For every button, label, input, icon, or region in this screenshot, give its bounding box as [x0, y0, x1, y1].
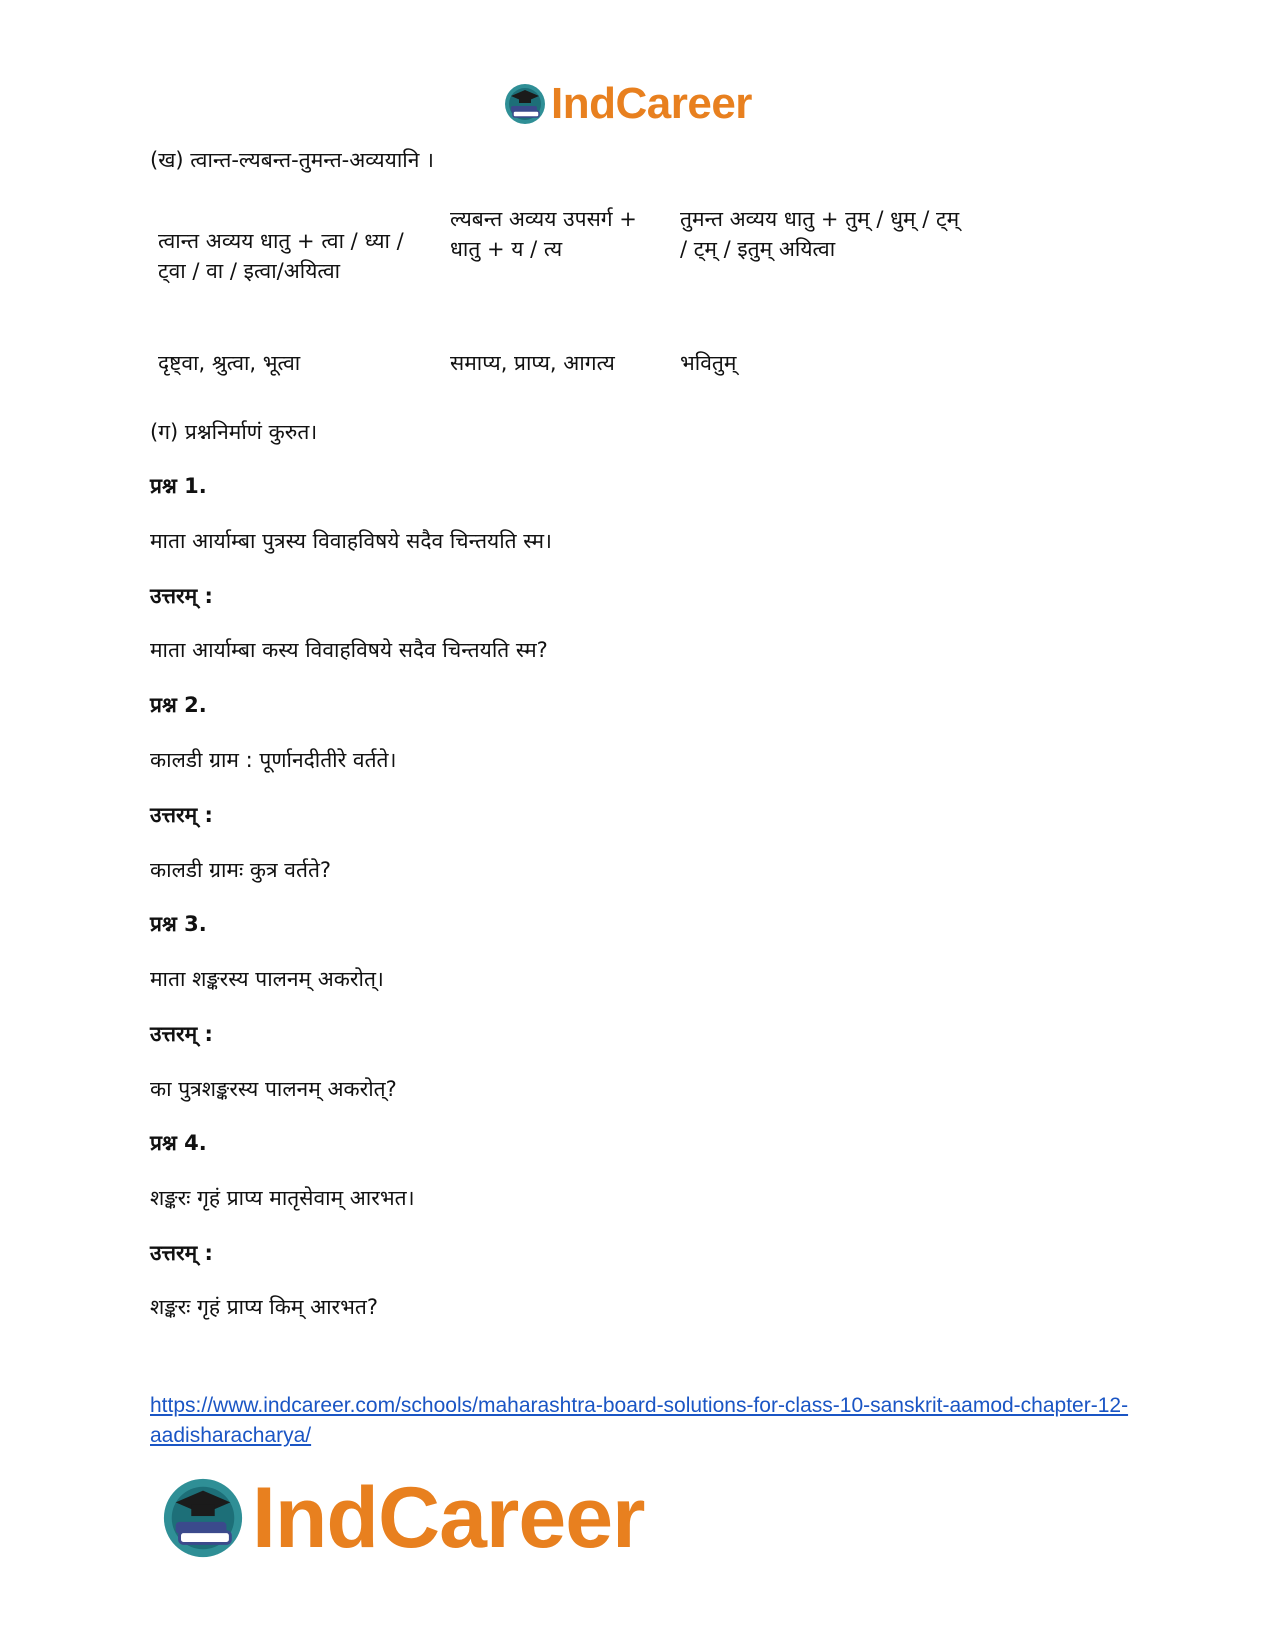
- answer-label: उत्तरम् :: [150, 1241, 213, 1265]
- answer-label: उत्तरम् :: [150, 803, 213, 827]
- table-header-tumanta: तुमन्त अव्यय धातु + तुम् / धुम् / ट्म् / ट्म् / इतुम् अयित्वा: [680, 207, 960, 261]
- section-ga-title: (ग) प्रश्ननिर्माणं कुरुत।: [150, 420, 318, 444]
- question-label: प्रश्न 4.: [150, 1131, 207, 1155]
- table-header-lyabanta: ल्यबन्त अव्यय उपसर्ग + धातु + य / त्य: [450, 207, 637, 261]
- answer-text: का पुत्रशङ्करस्य पालनम् अकरोत्?: [150, 1077, 397, 1101]
- answer-text: माता आर्याम्बा कस्य विवाहविषये सदैव चिन्तयति स्म?: [150, 638, 548, 662]
- table-cell-tvanta: दृष्ट्वा, श्रुत्वा, भूत्वा: [158, 351, 301, 375]
- question-statement: कालडी ग्राम : पूर्णानदीतीरे वर्तते।: [150, 748, 397, 772]
- question-statement: शङ्करः गृहं प्राप्य मातृसेवाम् आरभत।: [150, 1186, 415, 1210]
- section-kha-title: (ख) त्वान्त-ल्यबन्त-तुमन्त-अव्ययानि ।: [150, 148, 435, 172]
- question-statement: माता शङ्करस्य पालनम् अकरोत्।: [150, 967, 384, 991]
- brand-logo-header: [503, 78, 752, 130]
- question-label: प्रश्न 3.: [150, 912, 207, 936]
- question-label: प्रश्न 1.: [150, 474, 207, 498]
- graduation-books-icon: [160, 1475, 246, 1561]
- graduation-books-icon: [503, 82, 547, 126]
- brand-wordmark: IndCareer: [252, 1469, 645, 1566]
- answer-label: उत्तरम् :: [150, 1022, 213, 1046]
- table-header-tvanta: त्वान्त अव्यय धातु + त्वा / ध्या / ट्वा / वा / इत्वा/अयित्वा: [158, 229, 404, 283]
- answer-label: उत्तरम् :: [150, 584, 213, 608]
- question-label: प्रश्न 2.: [150, 693, 207, 717]
- table-cell-lyabanta: समाप्य, प्राप्य, आगत्य: [450, 351, 615, 375]
- brand-logo-footer: [160, 1468, 645, 1568]
- question-statement: माता आर्याम्बा पुत्रस्य विवाहविषये सदैव चिन्तयति स्म।: [150, 529, 552, 553]
- source-url-link[interactable]: https://www.indcareer.com/schools/maharashtra-board-solutions-for-class-10-sanskrit-aamod-chapter-12-aadisharacharya/: [150, 1394, 1129, 1447]
- answer-text: शङ्करः गृहं प्राप्य किम् आरभत?: [150, 1295, 379, 1319]
- table-cell-tumanta: भवितुम्: [680, 351, 737, 375]
- answer-text: कालडी ग्रामः कुत्र वर्तते?: [150, 858, 332, 882]
- brand-wordmark: IndCareer: [551, 79, 752, 128]
